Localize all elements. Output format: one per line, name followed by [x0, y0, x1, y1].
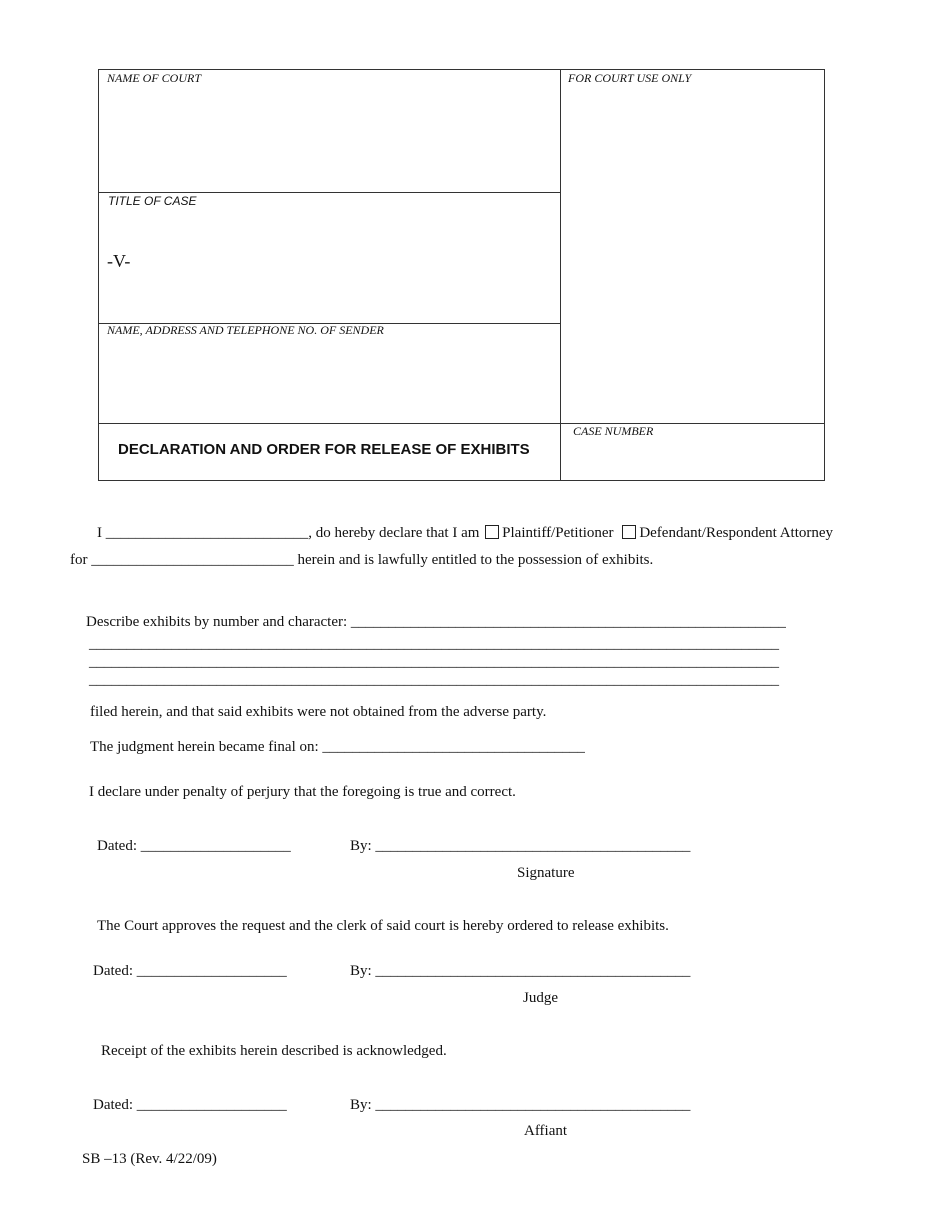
form-id: SB –13 (Rev. 4/22/09) — [82, 1151, 217, 1167]
divider-court-title — [99, 192, 560, 193]
form-header-box — [98, 69, 825, 481]
form-title: DECLARATION AND ORDER FOR RELEASE OF EXHIBITS — [118, 441, 530, 458]
plaintiff-option-label: Plaintiff/Petitioner — [502, 525, 614, 541]
exhibits-blank-line-3: ____________________________________________________________________________________________ — [89, 672, 779, 688]
declaration-line-1 — [97, 525, 833, 542]
judge-by-line: By: __________________________________________ — [350, 963, 691, 979]
declaration-line-2: for ___________________________ herein and is lawfully entitled to the possession of exhibits. — [70, 552, 654, 568]
affiant-caption: Affiant — [524, 1123, 568, 1139]
affiant-dated-line: Dated: ____________________ — [93, 1097, 287, 1113]
exhibits-blank-line-2: ____________________________________________________________________________________________ — [89, 654, 779, 670]
defendant-checkbox[interactable] — [622, 525, 636, 539]
court-order-text: The Court approves the request and the clerk of said court is hereby ordered to release exhibits. — [97, 918, 669, 934]
exhibits-blank-line-1: ____________________________________________________________________________________________ — [89, 636, 779, 652]
divider-sender-formtitle — [99, 423, 824, 424]
filed-herein-text: filed herein, and that said exhibits were not obtained from the adverse party. — [90, 704, 547, 720]
affiant-by-line: By: __________________________________________ — [350, 1097, 691, 1113]
plaintiff-checkbox[interactable] — [485, 525, 499, 539]
header-vertical-divider — [560, 70, 561, 481]
judge-caption: Judge — [523, 990, 558, 1006]
receipt-text: Receipt of the exhibits herein described is acknowledged. — [101, 1043, 447, 1059]
describe-exhibits-line: Describe exhibits by number and character: __________________________________________________________ — [86, 614, 786, 630]
declaration-prefix: I ___________________________, do hereby declare that I am — [97, 525, 480, 541]
versus-mark: -V- — [107, 251, 131, 271]
perjury-statement: I declare under penalty of perjury that the foregoing is true and correct. — [89, 784, 516, 800]
declarant-by-line: By: __________________________________________ — [350, 838, 691, 854]
case-number-label: CASE NUMBER — [573, 424, 654, 438]
judgment-final-line: The judgment herein became final on: ___________________________________ — [90, 739, 585, 755]
title-of-case-label: TITLE OF CASE — [108, 194, 197, 208]
defendant-option-label: Defendant/Respondent Attorney — [639, 525, 834, 541]
for-court-use-label: FOR COURT USE ONLY — [568, 71, 692, 85]
judge-dated-line: Dated: ____________________ — [93, 963, 287, 979]
name-of-court-label: NAME OF COURT — [107, 71, 201, 85]
signature-caption: Signature — [517, 865, 575, 881]
declarant-dated-line: Dated: ____________________ — [97, 838, 291, 854]
sender-label: NAME, ADDRESS AND TELEPHONE NO. OF SENDER — [107, 323, 384, 337]
